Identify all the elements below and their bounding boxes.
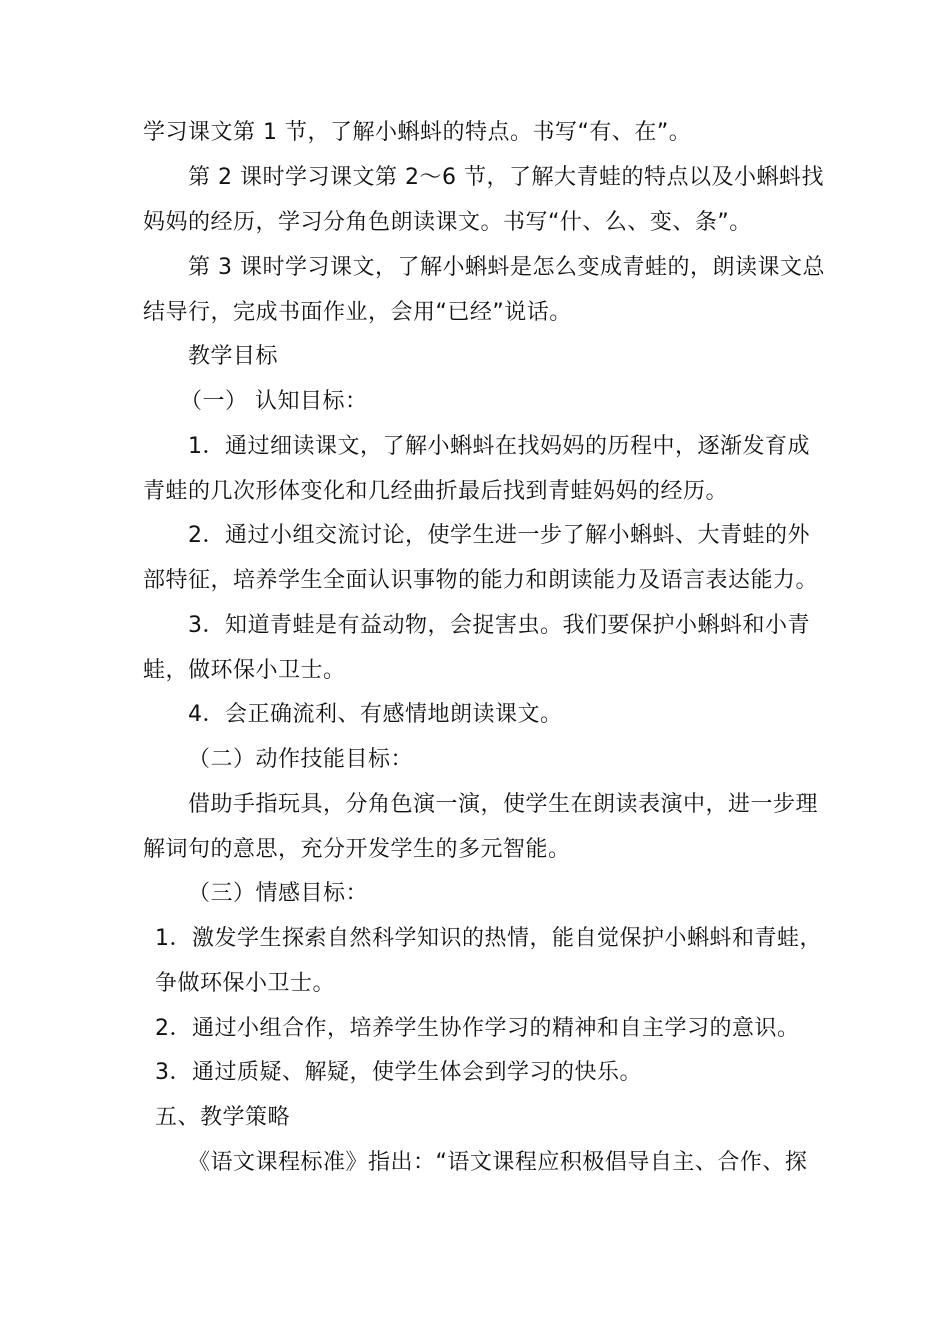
subsection-heading: （二）动作技能目标：: [188, 747, 414, 772]
section-heading: 教学目标: [188, 344, 279, 369]
text-line: 解词句的意思，充分开发学生的多元智能。: [143, 837, 571, 862]
text-line: 1．激发学生探索自然科学知识的热情，能自觉保护小蝌蚪和青蛙，: [155, 926, 822, 951]
text-line: 部特征，培养学生全面认识事物的能力和朗读能力及语言表达能力。: [143, 568, 819, 593]
text-line: 结导行，完成书面作业，会用“已经”说话。: [143, 300, 572, 325]
section-heading: 五、教学策略: [155, 1105, 291, 1130]
text-line: 3．知道青蛙是有益动物，会捉害虫。我们要保护小蝌蚪和小青: [188, 613, 810, 638]
text-line: 第 3 课时学习课文，了解小蝌蚪是怎么变成青蛙的，朗读课文总: [188, 255, 825, 280]
text-line: 2．通过小组合作，培养学生协作学习的精神和自主学习的意识。: [155, 1016, 800, 1041]
text-line: 3．通过质疑、解疑，使学生体会到学习的快乐。: [155, 1060, 642, 1085]
text-line: 1．通过细读课文，了解小蝌蚪在找妈妈的历程中，逐渐发育成: [188, 434, 810, 459]
text-line: 2．通过小组交流讨论，使学生进一步了解小蝌蚪、大青蛙的外: [188, 523, 810, 548]
text-line: 学习课文第 1 节，了解小蝌蚪的特点。书写“有、在”。: [143, 120, 692, 145]
text-line: 妈妈的经历，学习分角色朗读课文。书写“什、么、变、条”。: [143, 210, 752, 235]
text-line: 蛙，做环保小卫士。: [143, 658, 346, 683]
subsection-heading: （一） 认知目标：: [180, 389, 368, 414]
text-line: 第 2 课时学习课文第 2～6 节，了解大青蛙的特点以及小蝌蚪找: [188, 165, 824, 190]
text-line: 《语文课程标准》指出：“语文课程应积极倡导自主、合作、探: [188, 1150, 808, 1175]
text-line: 青蛙的几次形体变化和几经曲折最后找到青蛙妈妈的经历。: [143, 479, 729, 504]
text-line: 借助手指玩具，分角色演一演，使学生在朗读表演中，进一步理: [188, 792, 819, 817]
text-line: 4．会正确流利、有感情地朗读课文。: [188, 702, 563, 727]
subsection-heading: （三）情感目标：: [188, 881, 369, 906]
text-line: 争做环保小卫士。: [155, 971, 336, 996]
